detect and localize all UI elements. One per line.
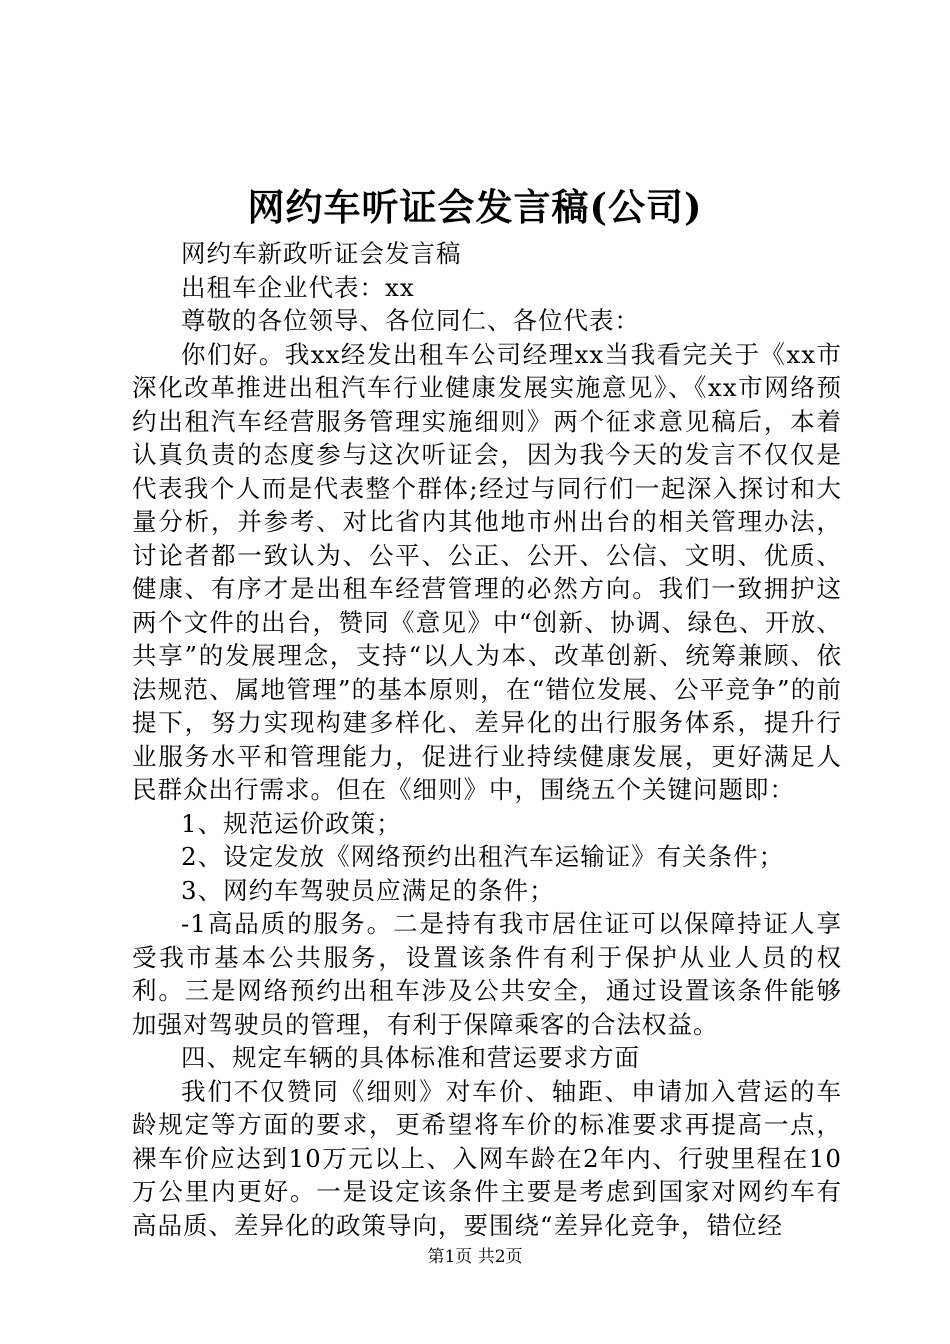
paragraph-vehicle-standards: 我们不仅赞同《细则》对车价、轴距、申请加入营运的车龄规定等方面的要求，更希望将车价的标准要求再提高一点，裸车价应达到10万元以上、入网车龄在2年内、行驶里程在10万公里内更好。一是设定该条件主要是考虑到国家对网约车有高品质、差异化的政策导向，要围绕“差异化竞争，错位经 (132, 1076, 842, 1240)
document-body (132, 237, 842, 1242)
paragraph-driver-conditions: -1高品质的服务。二是持有我市居住证可以保障持证人享受我市基本公共服务，设置该条件有利于保护从业人员的权利。三是网络预约出租车涉及公共安全，通过设置该条件能够加强对驾驶员的管理，有利于保障乘客的合法权益。 (132, 909, 842, 1039)
page-number-footer: 第1页 共2页 (427, 1247, 523, 1267)
paragraph-subtitle: 网约车新政听证会发言稿 (181, 239, 462, 268)
paragraph-salutation: 尊敬的各位领导、各位同仁、各位代表： (181, 306, 640, 335)
paragraph-section-4-heading: 四、规定车辆的具体标准和营运要求方面 (181, 1043, 640, 1072)
paragraph-opening: 你们好。我xx经发出租车公司经理xx当我看完关于《xx市深化改革推进出租汽车行业健康发展实施意见》、《xx市网络预约出租汽车经营服务管理实施细则》两个征求意见稿后，本着认真负责的态度参与这次听证会，因为我今天的发言不仅仅是代表我个人而是代表整个群体;经过与同行们一起深入探讨和大量分析，并参考、对比省内其他地市州出台的相关管理办法，讨论者都一致认为、公平、公正、公开、公信、文明、优质、健康、有序才是出租车经营管理的必然方向。我们一致拥护这两个文件的出台，赞同《意见》中“创新、协调、绿色、开放、共享”的发展理念，支持“以人为本、改革创新、统筹兼顾、依法规范、属地管理”的基本原则，在“错位发展、公平竞争”的前提下，努力实现构建多样化、差异化的出行服务体系，提升行业服务水平和管理能力，促进行业持续健康发展，更好满足人民群众出行需求。但在《细则》中，围绕五个关键问题即： (132, 339, 842, 804)
paragraph-speaker: 出租车企业代表：xx (181, 272, 415, 302)
paragraph-item-3: 3、网约车驾驶员应满足的条件； (181, 875, 555, 905)
paragraph-item-1: 1、规范运价政策； (181, 808, 402, 838)
document-title: 网约车听证会发言稿(公司) (247, 185, 703, 229)
paragraph-item-2: 2、设定发放《网络预约出租汽车运输证》有关条件； (181, 842, 785, 871)
